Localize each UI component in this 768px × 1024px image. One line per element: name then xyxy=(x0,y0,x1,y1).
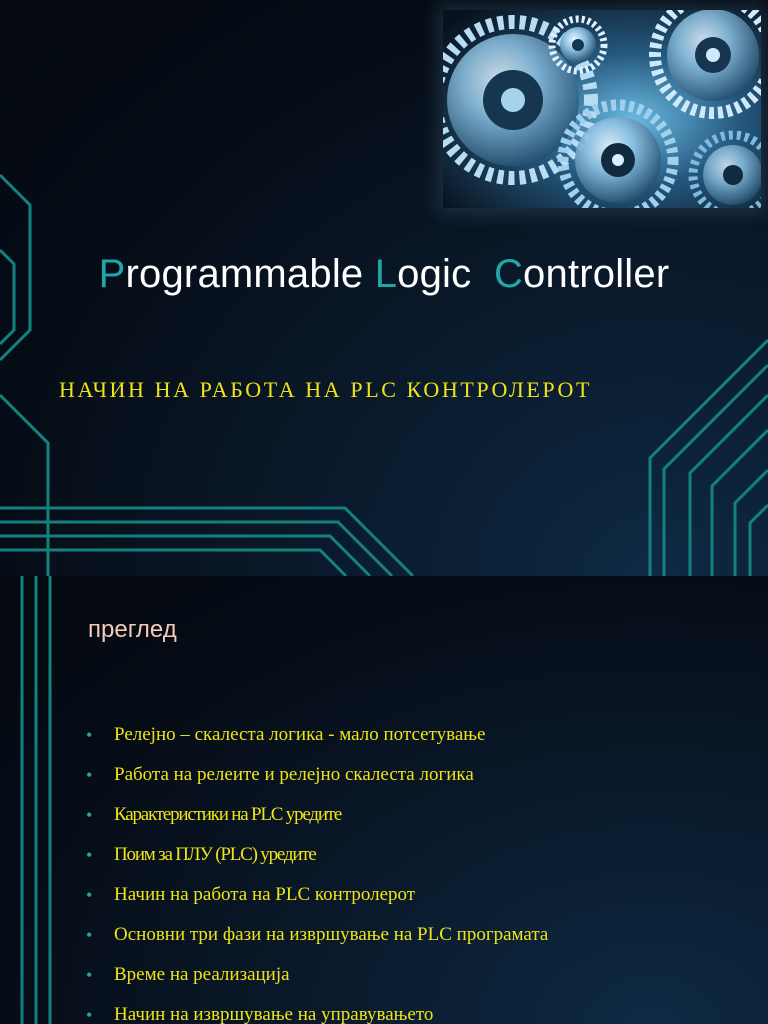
slide-subtitle: НАЧИН НА РАБОТА НА PLC КОНТРОЛЕРОТ xyxy=(59,377,593,402)
list-item-text: Поим за ПЛУ (PLC) уредите xyxy=(114,844,316,865)
list-item xyxy=(86,802,548,842)
list-item xyxy=(86,882,548,922)
title-text: rogrammable xyxy=(125,252,375,296)
overview-slide xyxy=(0,576,768,1024)
bullet-icon: • xyxy=(86,1005,93,1024)
slide-heading: преглед xyxy=(88,616,177,643)
list-item-text: Начин на работа на PLC контролерот xyxy=(114,884,416,905)
list-item xyxy=(86,762,548,802)
list-item-text: Работа на релеите и релејно скалеста логика xyxy=(114,764,474,785)
list-item xyxy=(86,922,548,962)
list-item xyxy=(86,1002,548,1024)
list-item-text: Релејно – скалеста логика - мало потсетување xyxy=(114,724,486,745)
list-item xyxy=(86,842,548,882)
title-text: ontroller xyxy=(523,252,670,296)
list-item-text: Време на реализација xyxy=(114,964,290,985)
title-text: ogic xyxy=(397,252,494,296)
bullet-list xyxy=(86,722,548,1024)
list-item xyxy=(86,962,548,1002)
title-initial: P xyxy=(98,252,126,296)
list-item-text: Основни три фази на извршување на PLC програмата xyxy=(114,924,549,945)
title-initial: L xyxy=(374,252,398,296)
bullet-icon: • xyxy=(86,805,93,825)
list-item xyxy=(86,722,548,762)
list-item-text: Карактеристики на PLC уредите xyxy=(114,804,342,825)
slide-title xyxy=(0,252,768,297)
list-item-text: Начин на извршување на управувањето xyxy=(114,1004,434,1024)
title-initial: C xyxy=(493,252,524,296)
bullet-icon: • xyxy=(86,845,93,865)
gears-image xyxy=(443,10,761,208)
bullet-icon: • xyxy=(86,925,93,945)
bullet-icon: • xyxy=(86,965,93,985)
bullet-icon: • xyxy=(86,765,93,785)
bullet-icon: • xyxy=(86,725,93,745)
bullet-icon: • xyxy=(86,885,93,905)
